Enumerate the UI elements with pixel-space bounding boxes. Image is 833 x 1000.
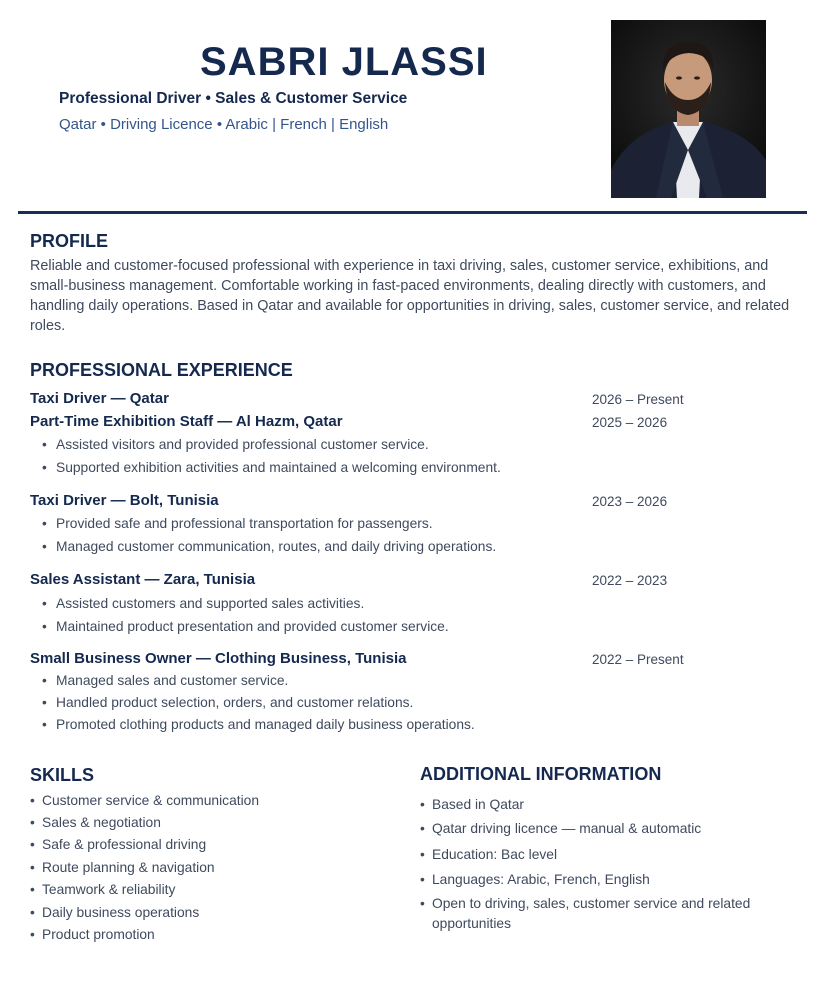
additional-info-heading: ADDITIONAL INFORMATION (420, 764, 662, 784)
job-bullet: • Maintained product presentation and provided customer service. (42, 618, 449, 636)
job-dates: 2023 – 2026 (592, 494, 668, 509)
job-bullet: • Promoted clothing products and managed daily business operations. (42, 716, 475, 734)
job-bullet: • Assisted customers and supported sales activities. (42, 595, 364, 613)
job-title: Sales Assistant — Zara, Tunisia (30, 571, 256, 588)
additional-info-item: • Open to driving, sales, customer service and related opportunities (420, 894, 792, 934)
job-dates: 2022 – Present (592, 652, 684, 667)
header-divider (18, 211, 807, 214)
contact-line: Qatar • Driving Licence • Arabic | French | English (59, 116, 389, 133)
job-bullet: • Managed sales and customer service. (42, 672, 288, 690)
skill-item: • Product promotion (30, 926, 155, 944)
candidate-name: SABRI JLASSI (200, 40, 488, 84)
additional-info-item: • Education: Bac level (420, 845, 800, 865)
skill-item: • Daily business operations (30, 904, 199, 922)
experience-heading: PROFESSIONAL EXPERIENCE (30, 360, 293, 380)
job-dates: 2026 – Present (592, 392, 684, 407)
skill-item: • Sales & negotiation (30, 814, 161, 832)
skill-item: • Teamwork & reliability (30, 881, 175, 899)
job-dates: 2025 – 2026 (592, 415, 668, 430)
skill-item: • Safe & professional driving (30, 836, 206, 854)
additional-info-item: • Based in Qatar (420, 795, 800, 815)
additional-info-item: • Languages: Arabic, French, English (420, 870, 800, 890)
job-title: Taxi Driver — Bolt, Tunisia (30, 492, 219, 509)
job-title: Taxi Driver — Qatar (30, 390, 169, 407)
job-bullet: • Supported exhibition activities and maintained a welcoming environment. (42, 459, 501, 477)
portrait-image (611, 20, 766, 198)
job-title: Small Business Owner — Clothing Business, Tunisia (30, 650, 407, 667)
skills-heading: SKILLS (30, 765, 95, 785)
additional-info-item: • Qatar driving licence — manual & automatic (420, 819, 800, 839)
profile-summary: Reliable and customer-focused professional with experience in taxi driving, sales, customer service, exhibitions, and small-business management. Comfortable working in fast-paced environments, dealing directly with customers, and handling daily operations. Based in Qatar and available for opportunities in driving, sales, customer service, and related roles. (30, 258, 790, 334)
profile-photo (611, 20, 766, 198)
job-title: Part-Time Exhibition Staff — Al Hazm, Qatar (30, 413, 343, 430)
profile-heading: PROFILE (30, 231, 109, 251)
job-bullet: • Managed customer communication, routes, and daily driving operations. (42, 538, 496, 556)
tagline: Professional Driver • Sales & Customer Service (59, 90, 408, 107)
job-dates: 2022 – 2023 (592, 573, 668, 588)
job-bullet: • Provided safe and professional transportation for passengers. (42, 515, 433, 533)
skill-item: • Route planning & navigation (30, 859, 215, 877)
job-bullet: • Assisted visitors and provided professional customer service. (42, 436, 429, 454)
job-bullet: • Handled product selection, orders, and customer relations. (42, 694, 413, 712)
skill-item: • Customer service & communication (30, 792, 259, 810)
